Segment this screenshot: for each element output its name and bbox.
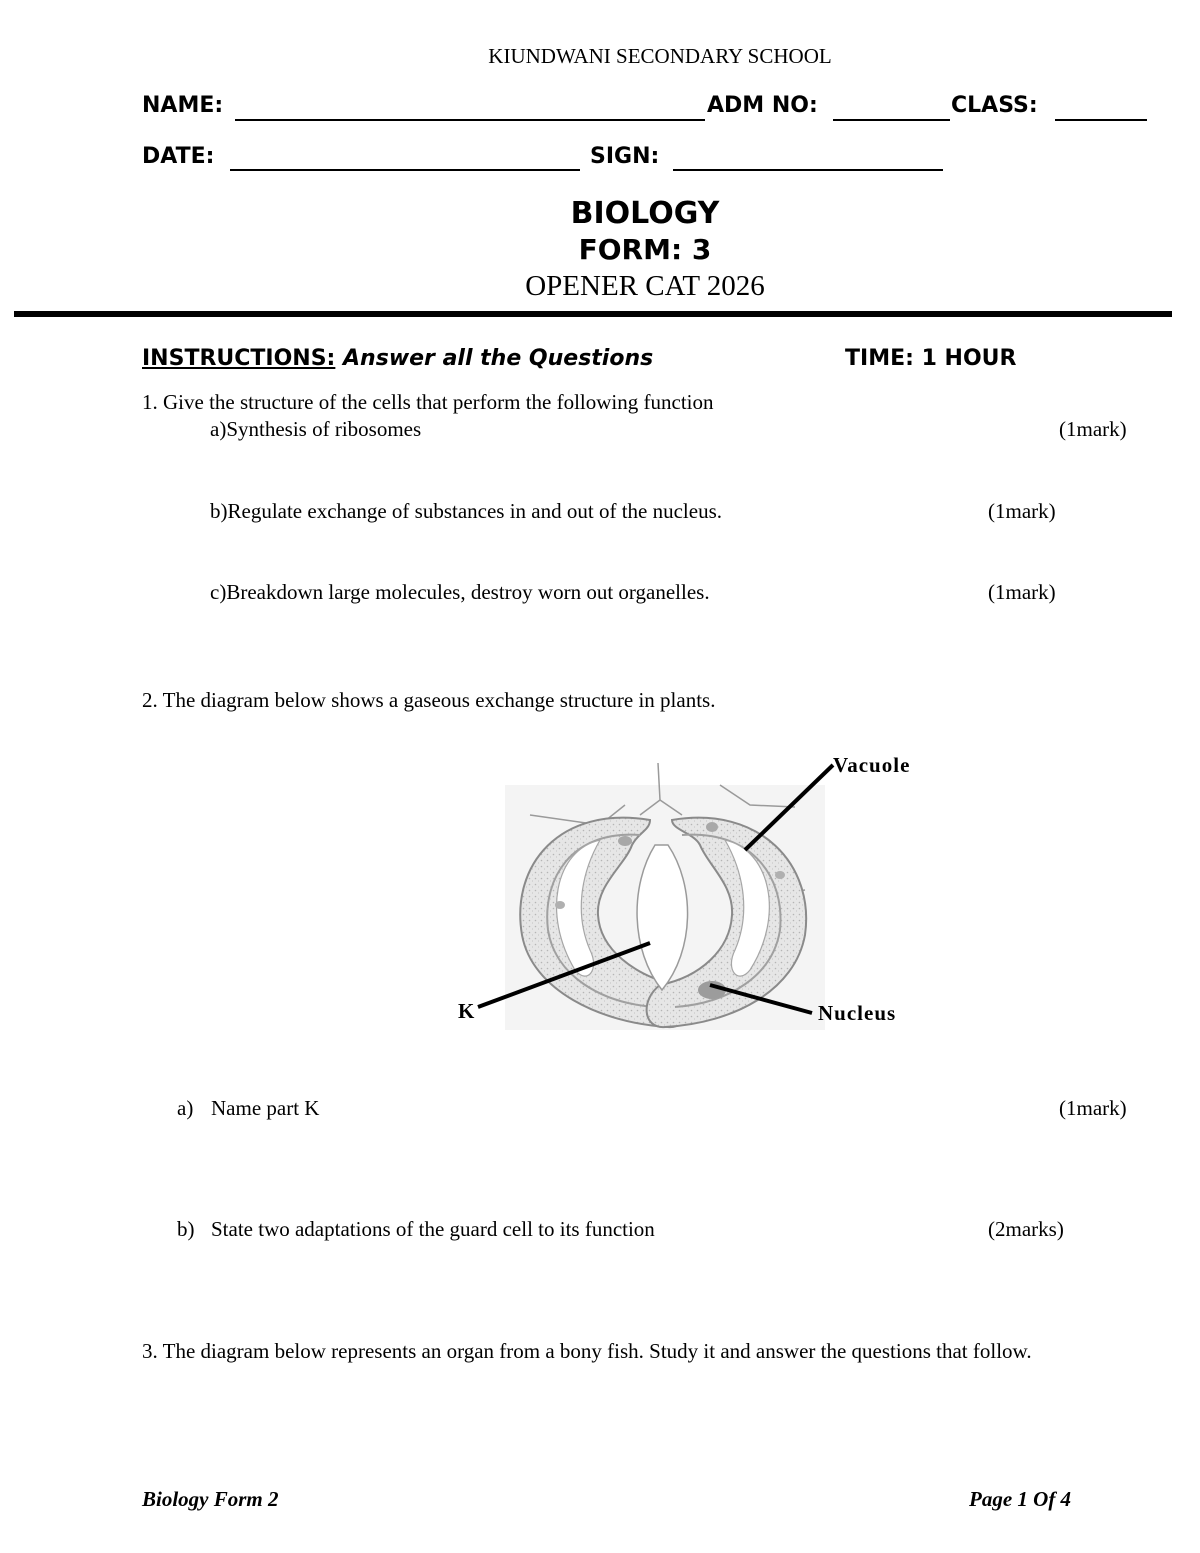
name-field[interactable] — [235, 119, 705, 121]
question-1b: b)Regulate exchange of substances in and out of the nucleus. — [210, 499, 723, 523]
question-1c-mark: (1mark) — [988, 580, 1056, 604]
class-field[interactable] — [1055, 119, 1147, 121]
date-field[interactable] — [230, 169, 580, 171]
sign-field[interactable] — [673, 169, 943, 171]
chloroplast-shape — [618, 836, 632, 846]
class-label: CLASS: — [951, 93, 1038, 118]
question-1-stem: 1. Give the structure of the cells that perform the following function — [142, 390, 714, 414]
question-2-stem: 2. The diagram below shows a gaseous exchange structure in plants. — [142, 688, 716, 712]
footer-page-number: Page 1 Of 4 — [969, 1487, 1072, 1511]
time-allowed: TIME: 1 HOUR — [845, 346, 1017, 371]
adm-no-field[interactable] — [833, 119, 950, 121]
subject-title: BIOLOGY — [570, 196, 720, 231]
label-k: K — [458, 999, 475, 1023]
question-1b-mark: (1mark) — [988, 499, 1056, 523]
instructions-text: Answer all the Questions — [343, 346, 654, 371]
label-nucleus: Nucleus — [818, 1001, 897, 1025]
question-3-stem: 3. The diagram below represents an organ from a bony fish. Study it and answer the questions that follow. — [142, 1339, 1032, 1363]
question-2b: State two adaptations of the guard cell to its function — [211, 1217, 655, 1241]
chloroplast-shape — [775, 871, 785, 879]
name-label: NAME: — [142, 93, 224, 118]
exam-title: OPENER CAT 2026 — [525, 270, 765, 302]
question-1a-mark: (1mark) — [1059, 417, 1127, 441]
question-1c: c)Breakdown large molecules, destroy worn out organelles. — [210, 580, 710, 604]
instructions — [142, 346, 653, 371]
question-2b-number: b) — [177, 1217, 195, 1241]
sign-label: SIGN: — [590, 144, 660, 169]
footer-left: Biology Form 2 — [142, 1487, 279, 1511]
header-divider — [14, 311, 1172, 317]
adm-no-label: ADM NO: — [707, 93, 818, 118]
question-1a: a)Synthesis of ribosomes — [210, 417, 422, 441]
question-2a-mark: (1mark) — [1059, 1096, 1127, 1120]
instructions-label: INSTRUCTIONS: — [142, 346, 336, 371]
chloroplast-shape — [555, 901, 565, 909]
stomata-diagram — [450, 745, 930, 1040]
label-vacuole: Vacuole — [833, 753, 911, 777]
question-2a: Name part K — [211, 1096, 320, 1120]
chloroplast-shape — [706, 822, 718, 832]
question-2a-number: a) — [177, 1096, 194, 1120]
question-2b-mark: (2marks) — [988, 1217, 1064, 1241]
form-title: FORM: 3 — [578, 233, 712, 266]
school-name: KIUNDWANI SECONDARY SCHOOL — [488, 44, 832, 68]
date-label: DATE: — [142, 144, 215, 169]
